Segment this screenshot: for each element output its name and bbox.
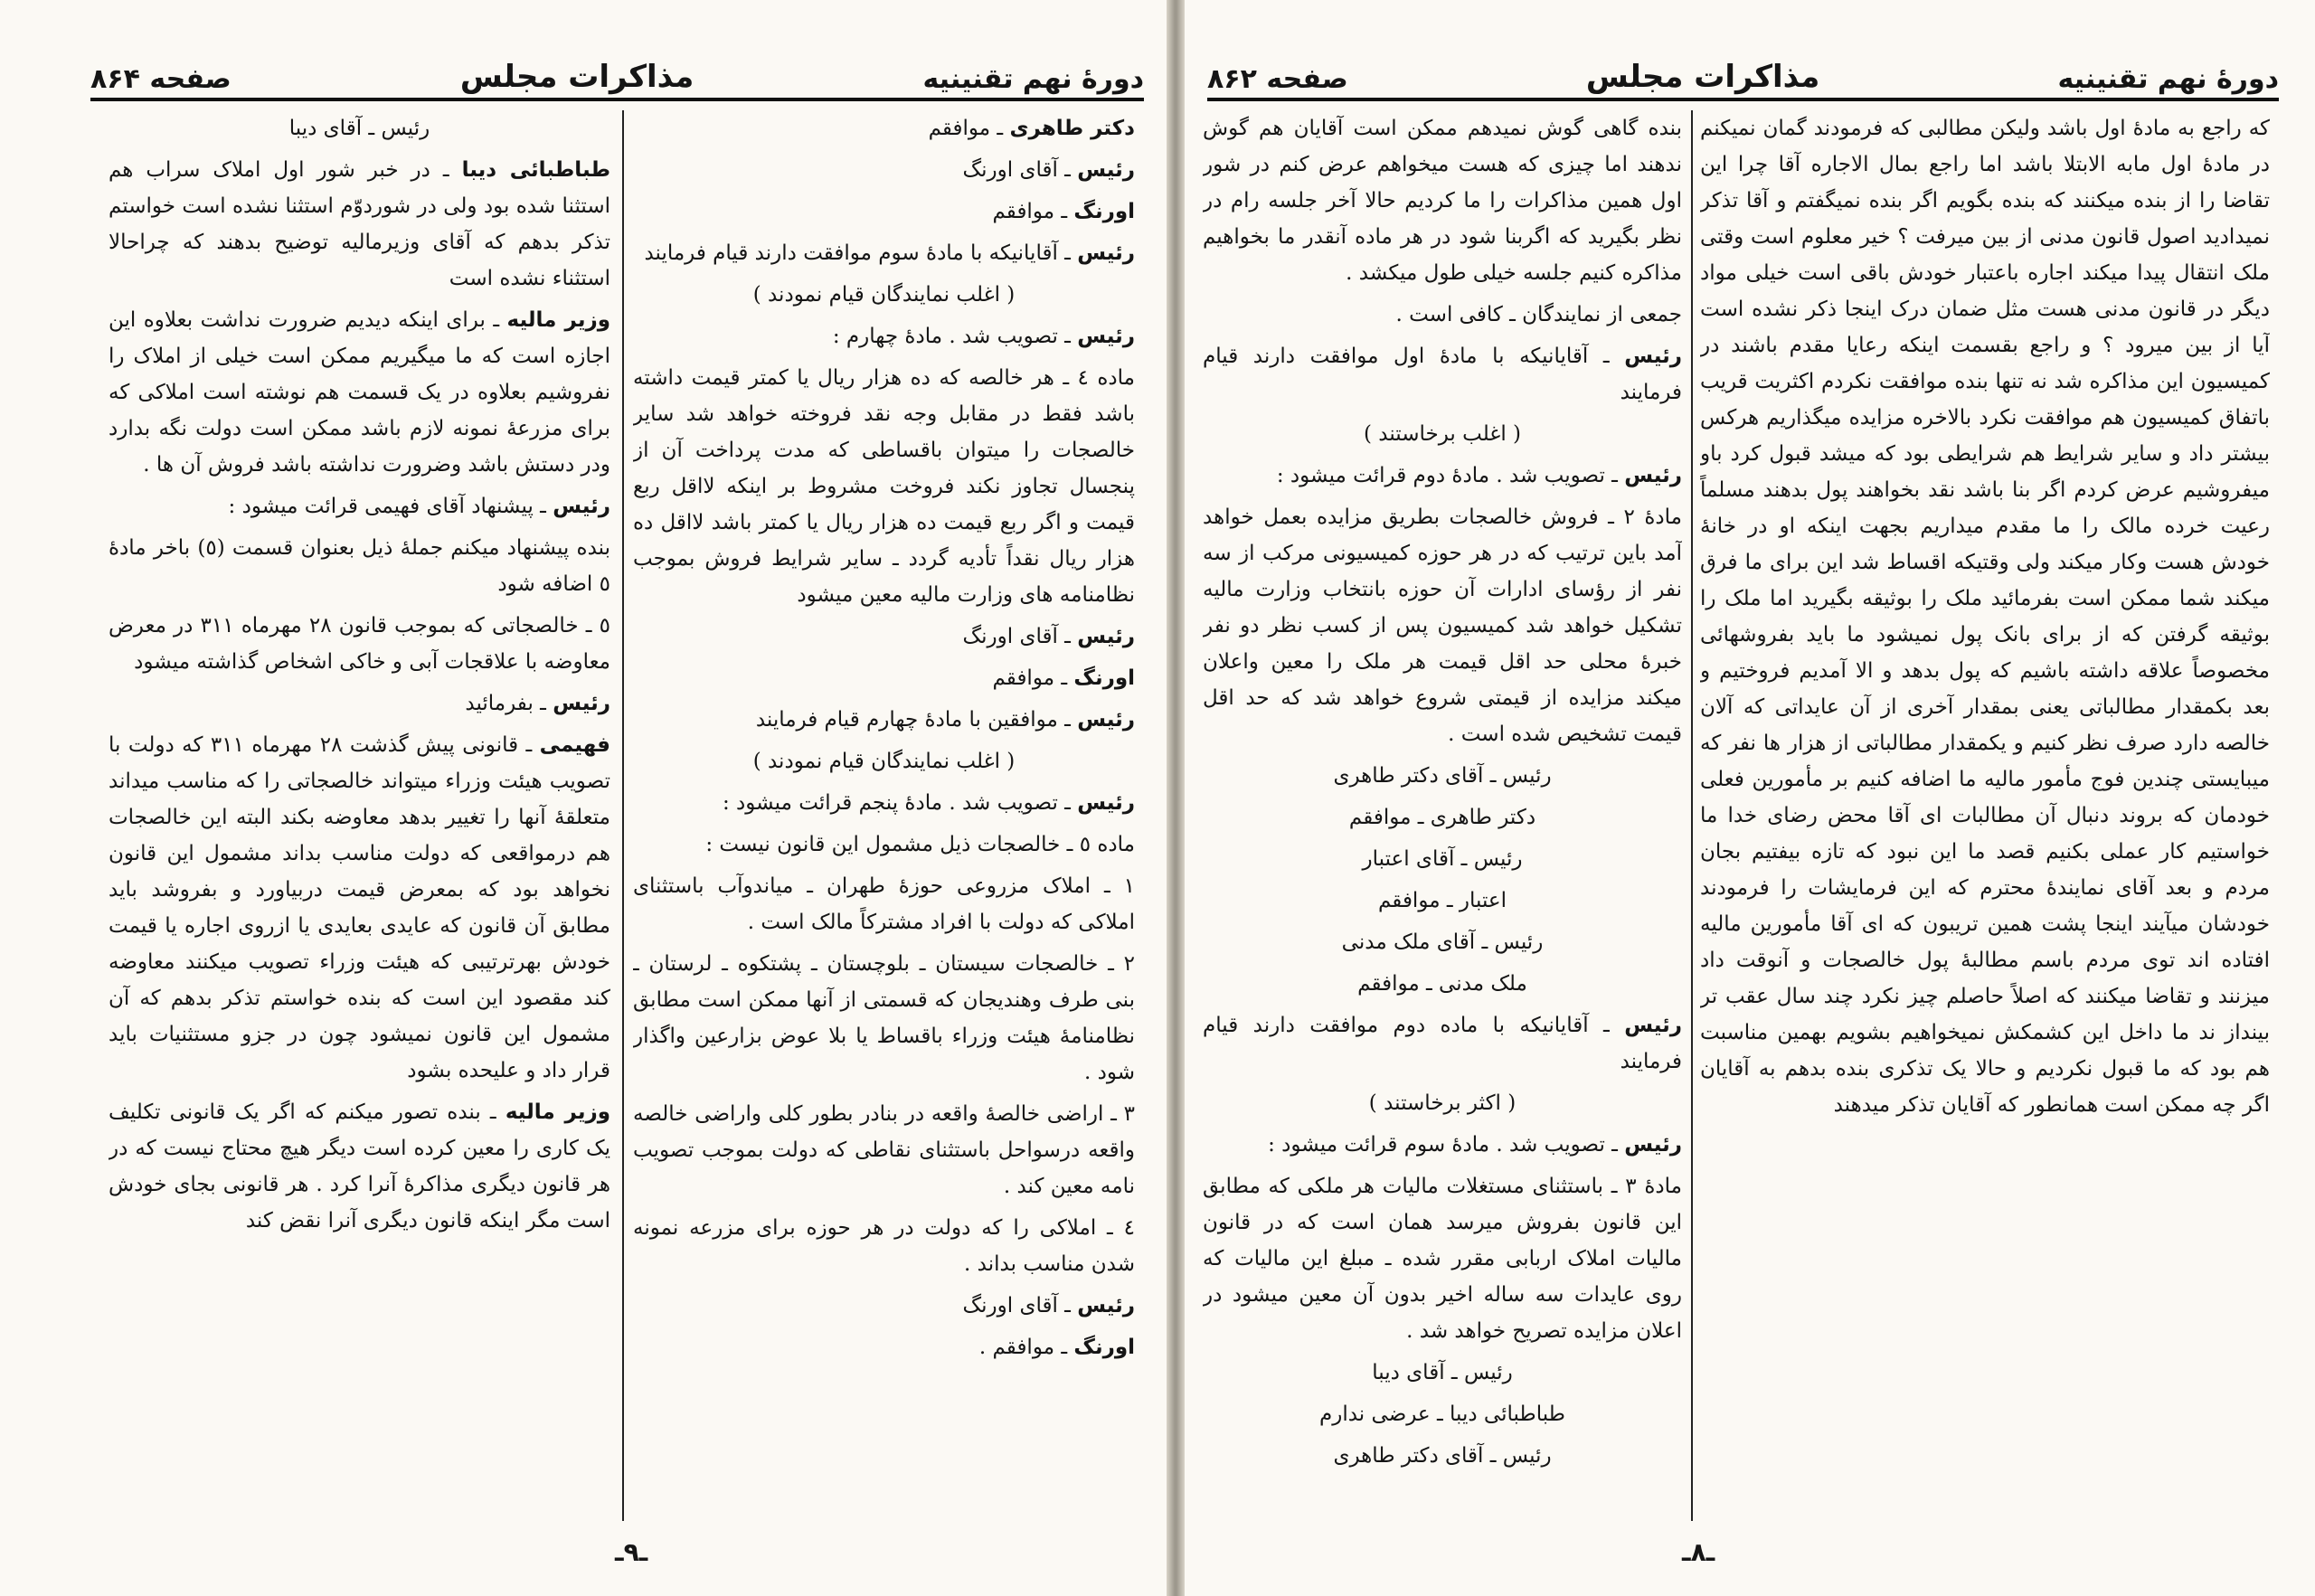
left-column-divider: [622, 110, 624, 1521]
paragraph-text: ـ آقایانیکه با مادهٔ اول موافقت دارند قیام فرمایند: [1203, 345, 1682, 404]
paragraph: رئیس ـ آقای دکتر طاهری: [1333, 1444, 1552, 1468]
speaker-name: رئیس: [1077, 625, 1135, 648]
speaker-name: رئیس: [1077, 708, 1135, 732]
speaker-name: رئیس: [1077, 241, 1135, 265]
paragraph: [633, 619, 1135, 655]
left-header-title: مذاکرات مجلس: [459, 59, 694, 95]
paragraph: [109, 1094, 610, 1239]
paragraph: [633, 785, 1135, 821]
left-header-page: صفحه ۸۶۴: [90, 63, 232, 95]
right-column-divider: [1691, 110, 1693, 1521]
paragraph: [633, 1210, 1135, 1282]
paragraph: [633, 1329, 1135, 1365]
paragraph: رئیس ـ آقای دیبا: [1372, 1361, 1513, 1384]
paragraph: ملک مدنی ـ موافقم: [1357, 972, 1527, 996]
paragraph-text: بنده پیشنهاد میکنم جملهٔ ذیل بعنوان قسمت (٥) باخر مادهٔ ٥ اضافه شود: [109, 536, 610, 596]
speaker-name: رئیس: [553, 692, 610, 715]
paragraph-text: ماده ٤ ـ هر خالصه که ده هزار ریال یا کمتر قیمت داشته باشد فقط در مقابل وجه نقد فروخته خواهد شد سایر خالصجات را میتوان باقساطی که مدت پرداخت آن از پنجسال تجاوز نکند فروخت مشروط بر اینکه لااقل ربع قیمت و اگر ربع قیمت ده هزار ریال یا کمتر باشد لااقل ده هزار ریال نقداً تأدیه گردد ـ سایر شرایط فروش بموجب نظامنامه های وزارت مالیه معین میشود: [633, 366, 1135, 607]
paragraph: [1203, 1007, 1682, 1080]
right-header-rule: [1207, 98, 2279, 101]
speaker-name: رئیس: [1624, 1014, 1682, 1037]
paragraph-text: ـ پیشنهاد آقای فهیمی قرائت میشود :: [228, 495, 546, 518]
left-header-session: دورهٔ نهم تقنینیه: [922, 63, 1144, 95]
paragraph-text: ـ آقایانیکه با مادهٔ سوم موافقت دارند قیام فرمایند: [644, 241, 1071, 265]
paragraph: ( اغلب برخاستند ): [1363, 422, 1522, 446]
paragraph: [1203, 499, 1682, 752]
speaker-name: وزیر مالیه: [505, 1100, 610, 1124]
speaker-name: رئیس: [1624, 345, 1682, 368]
paragraph-text: ۳ ـ اراضی خالصهٔ واقعه در بنادر بطور کلی واراضی خالصه واقعه درسواحل باستثنای نقاطی که دولت بموجب تصویب نامه معین کند .: [633, 1102, 1135, 1198]
paragraph-text: ـ تصویب شد . مادهٔ دوم قرائت میشود :: [1276, 464, 1618, 487]
speaker-name: طباطبائی دیبا: [461, 158, 610, 182]
speaker-name: فهیمی: [539, 733, 610, 757]
paragraph-text: ٤ ـ املاکی را که دولت در هر حوزه برای مزرعه نمونه شدن مناسب بداند .: [633, 1216, 1135, 1276]
paragraph: [633, 702, 1135, 738]
paragraph: [633, 1288, 1135, 1324]
paragraph-text: ـ تصویب شد . مادهٔ سوم قرائت میشود :: [1268, 1133, 1618, 1157]
left-page-number: ـ۹ـ: [615, 1537, 648, 1567]
right-page-column-right: [1700, 110, 2270, 1530]
paragraph: [109, 727, 610, 1089]
paragraph: [109, 608, 610, 680]
paragraph-text: ـ تصویب شد . مادهٔ چهارم :: [832, 325, 1071, 348]
speaker-name: وزیر مالیه: [506, 308, 610, 332]
paragraph: [1203, 1127, 1682, 1163]
paragraph: [633, 110, 1135, 146]
paragraph-text: که راجع به مادهٔ اول باشد ولیکن مطالبی که فرمودند گمان نمیکنم در مادهٔ اول مابه الابتلا باشد اما راجع بمال الاجاره آقا چرا این تقاضا را از بنده میکنند که بنده بگویم اگر بنده نمیگفتم و آقا تذکر نمیدادید اصول قانون مدنی از بین میرفت ؟ خیر معلوم است وقتی ملک انتقال پیدا میکند اجاره باعتبار خودش باقی است خیلی مواد دیگر در قانون مدنی هست مثل ضمان درک اینجا ذکر نشده است آیا از بین میرود ؟ و راجع بقسمت اینکه رعایا مقدم باشند در کمیسیون این مذاکره شد نه تنها بنده موافقت نکردم اکثریت قریب باتفاق کمیسیون هم موافقت نکرد بالاخره مزایده میگذاریم هرکس بیشتر داد و سایر شرایط هم شرایطی بود که میشد قبول کرد باو میفروشیم عرض کردم اگر بنا باشد نقد بخواهند پول بدهند مسلماً رعیت خرده مالک را ما مقدم میداریم بجهت اینکه او در خانهٔ خودش هست وکار میکند ولی وقتیکه اقساط شد این برای ما فرق میکند شما ممکن است بفرمائید ملک را بوثیقه بگیرید اما ملک را بوثیقه گرفتن که از برای بانک پول نمیشود ما باید بفروشهائی مخصوصاً علاقه داشته باشیم که پول بدهد و الا آمدیم فروختیم و بعد بکمقدار مطالباتی یعنی بمقدار آخری از آن عایداتی که آلان خالصه دارد صرف نظر کنیم و یکمقدار مطالباتی از هزار ها نفر که میبایستی چندین فوج مأمور مالیه ما اضافه کنیم بر مأمورین فعلی خودمان که بروند دنبال آن مطالبات ای آقا محض رضای خدا ما خواستیم کار عملی بکنیم قصد ما این نبود که تازه بیفتیم بجان مردم و بعد آقای نمایندهٔ محترم که این فرمایشات را فرمودند خودشان میآیند اینجا پشت همین تریبون که ای آقا مأمورین مالیه افتاده اند توی مردم باسم مطالبهٔ پول خالصجات و آنوقت داد میزنند و تقاضا میکنند که اصلاً حاصلم چیز نکرد چند سال عقب تر بینداز ند ما داخل این کشمکش نمیخواهیم بشویم بهمین مناسبت هم بود که ما قبول نکردیم و حالا یک تذکری بنده بدهم به آقایان اگر چه ممکن است همانطور که آقایان تذکر میدهند: [1700, 117, 2270, 1117]
paragraph-text: مادهٔ ۳ ـ باستثنای مستغلات مالیات هر ملکی که مطابق این قانون بفروش میرسد همان است که در قانون مالیات املاک اربابی مقرر شده ـ مبلغ این مالیات که روی عایدات سه ساله اخیر بدون آن معین میشود در اعلان مزایده تصریح خواهد شد .: [1203, 1175, 1682, 1343]
speaker-name: دکتر طاهری: [1009, 117, 1135, 140]
paragraph: رئیس ـ آقای دکتر طاهری: [1333, 764, 1552, 788]
paragraph-text: ٥ ـ خالصجاتی که بموجب قانون ۲۸ مهرماه ۳۱۱ در معرض معاوضه با علاقجات آبی و خاکی اشخاص گذاشته میشود: [109, 614, 610, 674]
paragraph: [633, 1096, 1135, 1204]
paragraph: [633, 194, 1135, 230]
paragraph: ( اغلب نمایندگان قیام نمودند ): [752, 750, 1016, 773]
paragraph: [109, 488, 610, 524]
paragraph: [1700, 110, 2270, 1123]
paragraph-text: ـ آقای اورنگ: [962, 1294, 1071, 1317]
paragraph: [109, 302, 610, 483]
paragraph: رئیس ـ آقای ملک مدنی: [1341, 930, 1544, 954]
paragraph-text: ـ برای اینکه دیدیم ضرورت نداشت بعلاوه این اجازه است که ما میگیریم ممکن است خیلی از املاک را نفروشیم بعلاوه در یک قسمت هم نوشته است املاکی که برای مزرعهٔ نمونه لازم باشد ممکن است دولت نگه بدارد ودر دستش باشد وضرورت نداشته باشد فروش آن ها .: [109, 308, 610, 477]
right-header-page: صفحه ۸۶۲: [1207, 63, 1348, 95]
speaker-name: اورنگ: [1073, 666, 1135, 690]
paragraph-text: ـ موافقم .: [978, 1336, 1068, 1359]
paragraph-text: ـ موافقم: [992, 666, 1068, 690]
speaker-name: رئیس: [1624, 464, 1682, 487]
paragraph-text: ـ در خبر شور اول املاک سراب هم استثنا شده بود ولی در شوردوّم استثنا نشده است خواستم تذکر بدهم که آقای وزیرمالیه توضیح بدهند که چراحالا استثناء نشده است: [109, 158, 610, 290]
paragraph: [1203, 458, 1682, 494]
speaker-name: رئیس: [1077, 325, 1135, 348]
paragraph-text: ـ بنده تصور میکنم که اگر یک قانونی تکلیف یک کاری را معین کرده است دیگر هیچ محتاج نیست که در هر قانون دیگری مذاکرهٔ آنرا کرد . هر قانونی بجای خودش است مگر اینکه قانون دیگری آنرا نقض کند: [109, 1100, 610, 1232]
paragraph-text: ـ آقایانیکه با ماده دوم موافقت دارند قیام فرمایند: [1203, 1014, 1682, 1073]
paragraph: [1203, 338, 1682, 411]
paragraph: رئیس ـ آقای اعتبار: [1362, 847, 1523, 871]
left-page-header: [90, 50, 1144, 95]
paragraph: [109, 152, 610, 297]
left-page-column-left: [109, 110, 610, 1530]
paragraph: ( اغلب نمایندگان قیام نمودند ): [752, 283, 1016, 307]
paragraph-text: ۲ ـ خالصجات سیستان ـ بلوچستان ـ پشتکوه ـ لرستان ـ بنی طرف وهندیجان که قسمتی از آنها ممکن است مطابق نظامنامهٔ هیئت وزراء باقساط یا بلا عوض بزارعین واگذار شود .: [633, 952, 1135, 1084]
paragraph: طباطبائی دیبا ـ عرضی ندارم: [1319, 1402, 1565, 1426]
paragraph: [633, 660, 1135, 696]
speaker-name: اورنگ: [1073, 1336, 1135, 1359]
speaker-name: رئیس: [1624, 1133, 1682, 1157]
paragraph: [109, 685, 610, 722]
paragraph-text: ـ قانونی پیش گذشت ۲۸ مهرماه ۳۱۱ که دولت با تصویب هیئت وزراء میتواند خالصجاتی را که مناسب میداند متعلقهٔ آنها را تغییر بدهد معاوضه بکند البته این خالصجات هم درمواقعی که دولت مناسب بداند مشمول این قانون نخواهد بود که بمعرض قیمت دربیاورد و بفروشد باید مطابق آن قانون که عایدی بعایدی یا ازروی اجاره یا قیمت خودش بهرترتیبی که هیئت وزراء تصویب میکنند معاوضه کند مقصود این است که بنده خواستم تذکر بدهم که آن مشمول این قانون نمیشود چون در جزو مستثنیات باید قرار داد و علیحده بشود: [109, 733, 610, 1082]
paragraph: [1203, 297, 1682, 333]
paragraph-text: ـ آقای اورنگ: [962, 625, 1071, 648]
speaker-name: رئیس: [1077, 791, 1135, 815]
paragraph: [109, 530, 610, 602]
speaker-name: رئیس: [1077, 158, 1135, 182]
paragraph-text: مادهٔ ۲ ـ فروش خالصجات بطریق مزایده بعمل خواهد آمد باین ترتیب که در هر حوزه کمیسیونی مرکب از سه نفر از رؤسای ادارات آن حوزه بانتخاب وزارت مالیه تشکیل خواهد شد کمیسیون پس از کسب نظر دو نفر خبرهٔ محلی حد اقل قیمت هر ملک را معین واعلان میکند مزایده از قیمتی شروع خواهد شد که حد اقل قیمت تشخیص شده است .: [1203, 505, 1682, 746]
paragraph: [633, 868, 1135, 940]
right-header-title: مذاکرات مجلس: [1585, 59, 1820, 95]
right-header-session: دورهٔ نهم تقنینیه: [2057, 63, 2279, 95]
paragraph: [633, 318, 1135, 354]
paragraph: [633, 360, 1135, 613]
left-page-column-right: [633, 110, 1135, 1530]
paragraph: ( اکثر برخاستند ): [1368, 1091, 1517, 1115]
right-page-column-left: [1203, 110, 1682, 1530]
paragraph: [633, 152, 1135, 188]
paragraph-text: ـ موافقم: [992, 200, 1068, 223]
paragraph: [633, 826, 1135, 863]
paragraph-text: جمعی از نمایندگان ـ کافی است .: [1395, 303, 1682, 326]
right-page-number: ـ۸ـ: [1682, 1537, 1715, 1567]
paragraph: دکتر طاهری ـ موافقم: [1348, 806, 1536, 829]
speaker-name: رئیس: [1077, 1294, 1135, 1317]
paragraph: رئیس ـ آقای دیبا: [288, 117, 430, 140]
paragraph: [633, 946, 1135, 1091]
paragraph: اعتبار ـ موافقم: [1378, 889, 1507, 912]
book-gutter: [1167, 0, 1185, 1596]
speaker-name: اورنگ: [1073, 200, 1135, 223]
left-header-rule: [90, 98, 1144, 101]
paragraph-text: ـ موافقم: [928, 117, 1004, 140]
paragraph-text: ۱ ـ املاک مزروعی حوزهٔ طهران ـ میاندوآب باستثنای املاکی که دولت با افراد مشترکاً مالک است .: [633, 874, 1135, 934]
right-page-header: [1207, 50, 2279, 95]
paragraph-text: ـ تصویب شد . مادهٔ پنجم قرائت میشود :: [722, 791, 1071, 815]
paragraph-text: ـ بفرمائید: [465, 692, 546, 715]
paragraph: [633, 235, 1135, 271]
paragraph-text: ماده ٥ ـ خالصجات ذیل مشمول این قانون نیست :: [705, 833, 1135, 856]
paragraph-text: ـ موافقین با مادهٔ چهارم قیام فرمایند: [755, 708, 1071, 732]
paragraph: [1203, 110, 1682, 291]
paragraph-text: ـ آقای اورنگ: [962, 158, 1071, 182]
speaker-name: رئیس: [553, 495, 610, 518]
paragraph: [1203, 1168, 1682, 1349]
paragraph-text: بنده گاهی گوش نمیدهم ممکن است آقایان هم گوش ندهند اما چیزی که هست میخواهم عرض کنم در شور اول همین مذاکرات را ما کردیم حالا آخر جلسه رام در نظر بگیرید که اگربنا شود در هر ماده آنقدر ما بخواهیم مذاکره کنیم جلسه خیلی طول میکشد .: [1203, 117, 1682, 285]
